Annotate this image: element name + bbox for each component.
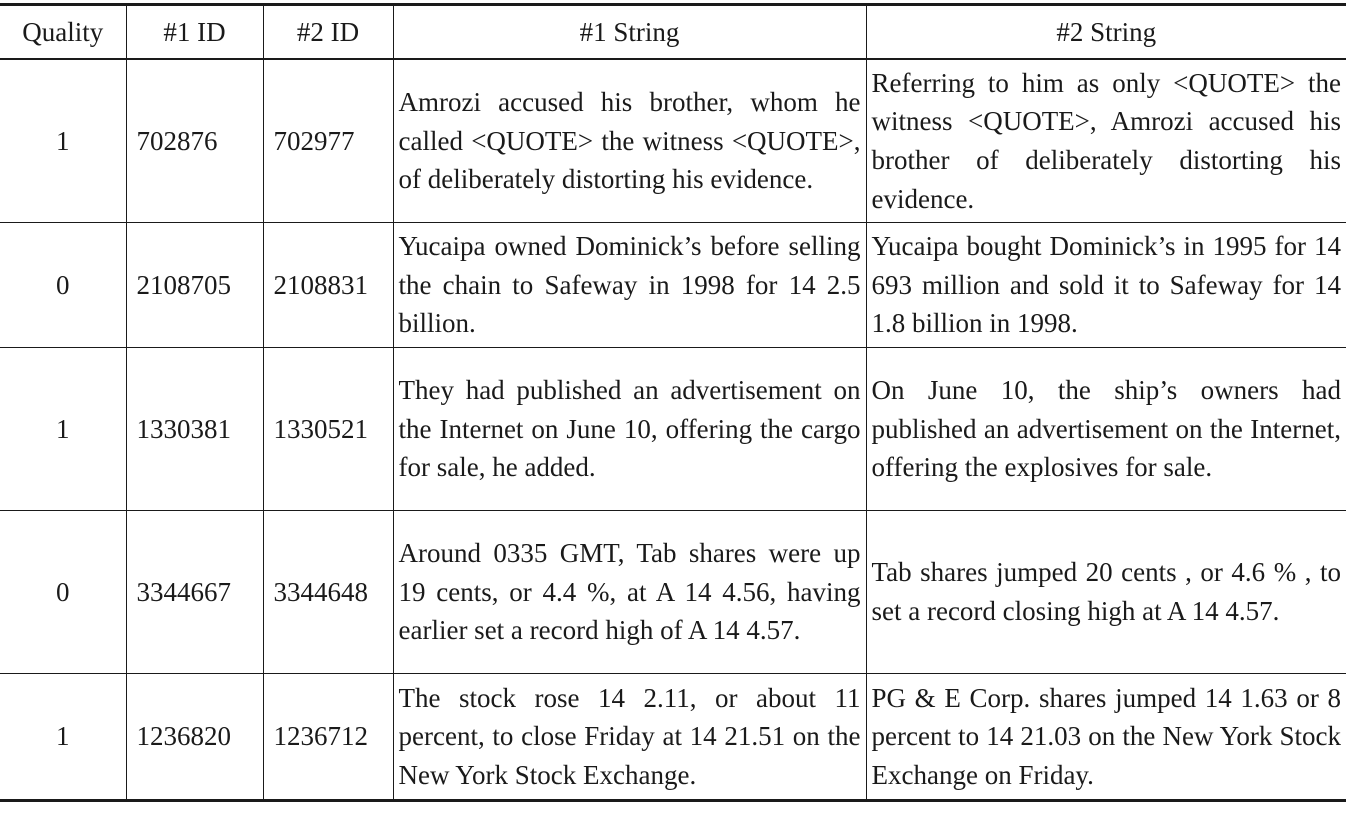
- table-row: [0, 348, 1346, 511]
- id1-cell: 1330381: [126, 348, 263, 511]
- header-quality: Quality: [0, 5, 126, 60]
- header-string1: #1 String: [393, 5, 866, 60]
- quality-cell: 1: [0, 348, 126, 511]
- string2-cell: Yucaipa bought Dominick’s in 1995 for 14 693 million and sold it to Safeway for 14 1.8 billion in 1998.: [866, 223, 1346, 348]
- string1-cell: Amrozi accused his brother, whom he called <QUOTE> the witness <QUOTE>, of deliberately distorting his evidence.: [393, 59, 866, 223]
- id1-cell: 702876: [126, 59, 263, 223]
- table-row: [0, 674, 1346, 801]
- quality-cell: 0: [0, 511, 126, 674]
- string1-cell: They had published an advertisement on the Internet on June 10, offering the cargo for sale, he added.: [393, 348, 866, 511]
- id2-cell: 1236712: [263, 674, 393, 801]
- id1-cell: 1236820: [126, 674, 263, 801]
- string2-cell: Referring to him as only <QUOTE> the witness <QUOTE>, Amrozi accused his brother of deliberately distorting his evidence.: [866, 59, 1346, 223]
- header-string2: #2 String: [866, 5, 1346, 60]
- string1-cell: Yucaipa owned Dominick’s before selling the chain to Safeway in 1998 for 14 2.5 billion.: [393, 223, 866, 348]
- id2-cell: 3344648: [263, 511, 393, 674]
- quality-cell: 1: [0, 59, 126, 223]
- header-id2: #2 ID: [263, 5, 393, 60]
- table-row: [0, 59, 1346, 223]
- id1-cell: 3344667: [126, 511, 263, 674]
- paraphrase-examples-table: [0, 3, 1346, 802]
- header-id1: #1 ID: [126, 5, 263, 60]
- string2-cell: Tab shares jumped 20 cents , or 4.6 % , to set a record closing high at A 14 4.57.: [866, 511, 1346, 674]
- id2-cell: 2108831: [263, 223, 393, 348]
- string1-cell: Around 0335 GMT, Tab shares were up 19 cents, or 4.4 %, at A 14 4.56, having earlier set a record high of A 14 4.57.: [393, 511, 866, 674]
- string2-cell: PG & E Corp. shares jumped 14 1.63 or 8 percent to 14 21.03 on the New York Stock Exchange on Friday.: [866, 674, 1346, 801]
- table-header-row: [0, 5, 1346, 60]
- table-row: [0, 223, 1346, 348]
- id2-cell: 702977: [263, 59, 393, 223]
- table-row: [0, 511, 1346, 674]
- string2-cell: On June 10, the ship’s owners had published an advertisement on the Internet, offering the explosives for sale.: [866, 348, 1346, 511]
- quality-cell: 1: [0, 674, 126, 801]
- quality-cell: 0: [0, 223, 126, 348]
- id2-cell: 1330521: [263, 348, 393, 511]
- string1-cell: The stock rose 14 2.11, or about 11 percent, to close Friday at 14 21.51 on the New York Stock Exchange.: [393, 674, 866, 801]
- id1-cell: 2108705: [126, 223, 263, 348]
